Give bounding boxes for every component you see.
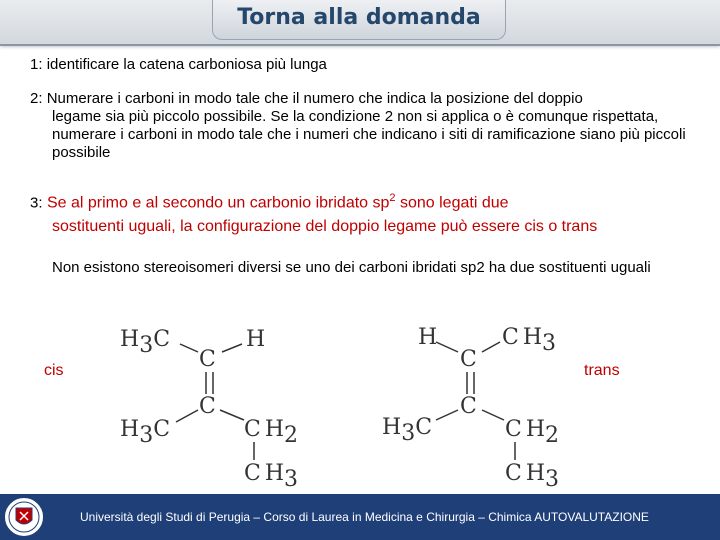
cis-label: cis — [44, 362, 64, 379]
rule-2-number: 2: — [30, 90, 43, 107]
rule-3-continuation: sostituenti uguali, la configurazione del doppio legame può essere cis o trans — [52, 218, 598, 236]
cis-structure — [120, 327, 298, 492]
trans-h-top: H — [418, 325, 438, 350]
trans-ch2: C H2 — [505, 417, 560, 448]
rule-2-continuation: legame sia più piccolo possibile. Se la condizione 2 non si applica o è comunque rispettata, numerare i carboni in modo tale che i numeri che indicano i siti di ramificazione siano più piccoli possibile — [52, 108, 686, 161]
cis-c-lower: C — [199, 394, 216, 419]
cis-ch2: C H2 — [244, 417, 299, 448]
footer-text: Università degli Studi di Perugia – Corso di Laurea in Medicina e Chirurgia – Chimica AUTOVALUTAZIONE — [80, 510, 649, 524]
cis-h-top: H — [246, 327, 266, 352]
stereoisomer-note: Non esistono stereoisomeri diversi se uno dei carboni ibridati sp2 ha due sostituenti uguali — [52, 259, 651, 276]
rule-1-text: identificare la catena carboniosa più lunga — [46, 56, 327, 73]
cis-c-upper: C — [199, 347, 216, 372]
trans-ch3: C H3 — [505, 461, 560, 492]
trans-ch3-top: C H3 — [502, 325, 557, 356]
rule-2-first-line: Numerare i carboni in modo tale che il numero che indica la posizione del doppio — [46, 90, 583, 107]
footer-bar — [0, 494, 720, 540]
rule-3-number: 3: — [30, 194, 43, 212]
rule-1-number: 1: — [30, 56, 43, 73]
rule-3-superscript: 2 — [389, 192, 396, 204]
trans-label: trans — [584, 362, 620, 379]
cis-h3c-top: H3C — [120, 327, 171, 358]
back-to-question-label: Torna alla domanda — [237, 5, 481, 30]
trans-h3c-bottom: H3C — [382, 415, 433, 446]
university-seal-icon — [2, 494, 50, 540]
trans-structure — [382, 325, 559, 492]
cis-h3c-bottom: H3C — [120, 417, 171, 448]
trans-c-lower: C — [460, 394, 477, 419]
rule-3-first-line-a: Se al primo e al secondo un carbonio ibridato sp — [46, 194, 390, 212]
cis-ch3: C H3 — [244, 461, 299, 492]
rule-3-first-line-b: sono legati due — [395, 194, 509, 212]
trans-c-upper: C — [460, 347, 477, 372]
